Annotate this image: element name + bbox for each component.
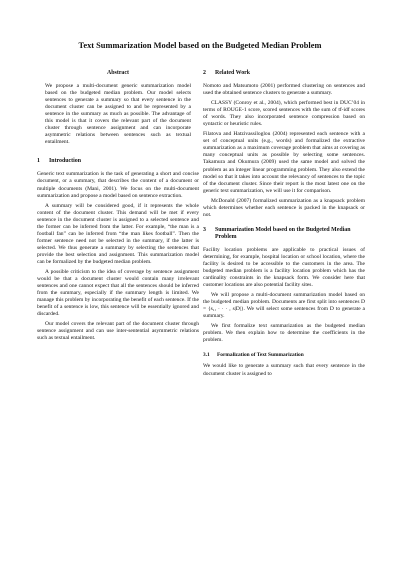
abstract-text: We propose a multi-document generic summarization model based on the budgeted median problem. Our model selects sentences to generate a summary so that every sentence in the document cluster can be assigned to and be represented by a sentence in the summary as much as possible. The advantage of this model is that it covers the relevant part of the document cluster through sentence assignment and can incorporate asymmetric relations between sentences such as textual entailment. bbox=[45, 83, 191, 146]
subsection-number: 3.1 bbox=[203, 352, 210, 359]
model-paragraph-1: Facility location problems are applicable to practical issues of determining, for example, hospital location or school location, where the facility is desired to be accessible to the customers in the area. The budgeted median problem is a facility location problem which has the cardinality constraints in the knapsack form. We consider here that customer locations are also potential facility sites. bbox=[203, 246, 365, 289]
related-paragraph-1: Nomoto and Matsumoto (2001) performed clustering on sentences and used the obtained sentence clusters to generate a summary. bbox=[203, 83, 365, 97]
related-paragraph-4: McDonald (2007) formalized summarization as a knapsack problem which determines whether each sentence is packed in the knapsack or not. bbox=[203, 197, 365, 218]
model-paragraph-3: We first formalize text summarization as the budgeted median problem. We then explain how to determine the coefficients in the problem. bbox=[203, 323, 365, 344]
left-column bbox=[37, 70, 199, 346]
section-title: Related Work bbox=[215, 70, 251, 76]
section-heading-related bbox=[203, 70, 365, 77]
intro-paragraph-1: Generic text summarization is the task of generating a short and concise document, or a summary, that describes the content of a document or multiple documents (Mani, 2001). We focus on the multi-document summarization and propose a model based on sentence extraction. bbox=[37, 171, 199, 199]
intro-paragraph-2: A summary will be considered good, if it represents the whole content of the document cluster. This demand will be met if every sentence in the document cluster is assigned to a selected sentence and the former can be inferred from the latter. For example, “the man is a football fan” can be inferred from “the man likes football”. Then the former sentence need not be selected in the summary, if the latter is selected. We thus generate a summary by selecting the sentences that provide the best selection and assignment. This summarization model can be formalized by the budgeted median problem. bbox=[37, 202, 199, 265]
model-paragraph-2: We will propose a multi-document summarization model based on the budgeted median problem. Documents are first split into sentences D = {s₁, · · · , s|D|}. We will select some sentences from D to generate a summary. bbox=[203, 292, 365, 320]
subsection-heading-formal bbox=[203, 352, 365, 359]
intro-paragraph-4: Our model covers the relevant part of the document cluster through sentence assignment and can use inter-sentential asymmetric relations such as textual entailment. bbox=[37, 321, 199, 342]
section-number: 1 bbox=[37, 158, 40, 165]
right-column bbox=[203, 70, 365, 381]
intro-paragraph-3: A possible criticism to the idea of coverage by sentence assignment would be that a document cluster would contain many irrelevant sentences and one cannot expect that all the sentences should be inferred from the summary, especially if the summary length is limited. We manage this problem by incorporating the benefit of each sentence. If the benefit of a sentence is low, this sentence will be essentially ignored and discarded. bbox=[37, 269, 199, 318]
abstract-heading: Abstract bbox=[107, 70, 129, 76]
section-number: 2 bbox=[203, 70, 206, 76]
section-number: 3 bbox=[203, 226, 206, 233]
section-heading-model bbox=[203, 227, 365, 241]
section-heading-intro bbox=[37, 158, 199, 165]
related-paragraph-2: CLASSY (Conroy et al., 2004), which performed best in DUC’04 in terms of ROUGE-1 score, scored sentences with the sum of tf-idf scores of words. They also incorporated sentence compression based on syntactic or heuristic rules. bbox=[203, 100, 365, 128]
section-title: Introduction bbox=[49, 158, 81, 165]
formal-paragraph-1: We would like to generate a summary such that every sentence in the document cluster is assigned to bbox=[203, 363, 365, 377]
paper-title: Text Summarization Model based on the Budgeted Median Problem bbox=[78, 41, 322, 50]
section-title: Summarization Model based on the Budgeted Median Problem bbox=[215, 226, 351, 240]
related-paragraph-3: Filatova and Hatzivassiloglou (2004) represented each sentence with a set of conceptual units (e.g., words) and formalized the extractive summarization as a maximum coverage problem that aims at covering as many conceptual units as possible by selecting some sentences. Takamura and Okumura (2009) used the same model and solved the problem as an integer linear programming problem. They also extend the model so that it takes into account the relevancy of sentences to the topic of the document cluster. Since their report is the most latest one on the generic text summarization, we will use it for comparison. bbox=[203, 131, 365, 194]
subsection-title: Formalization of Text Summarization bbox=[217, 352, 304, 359]
